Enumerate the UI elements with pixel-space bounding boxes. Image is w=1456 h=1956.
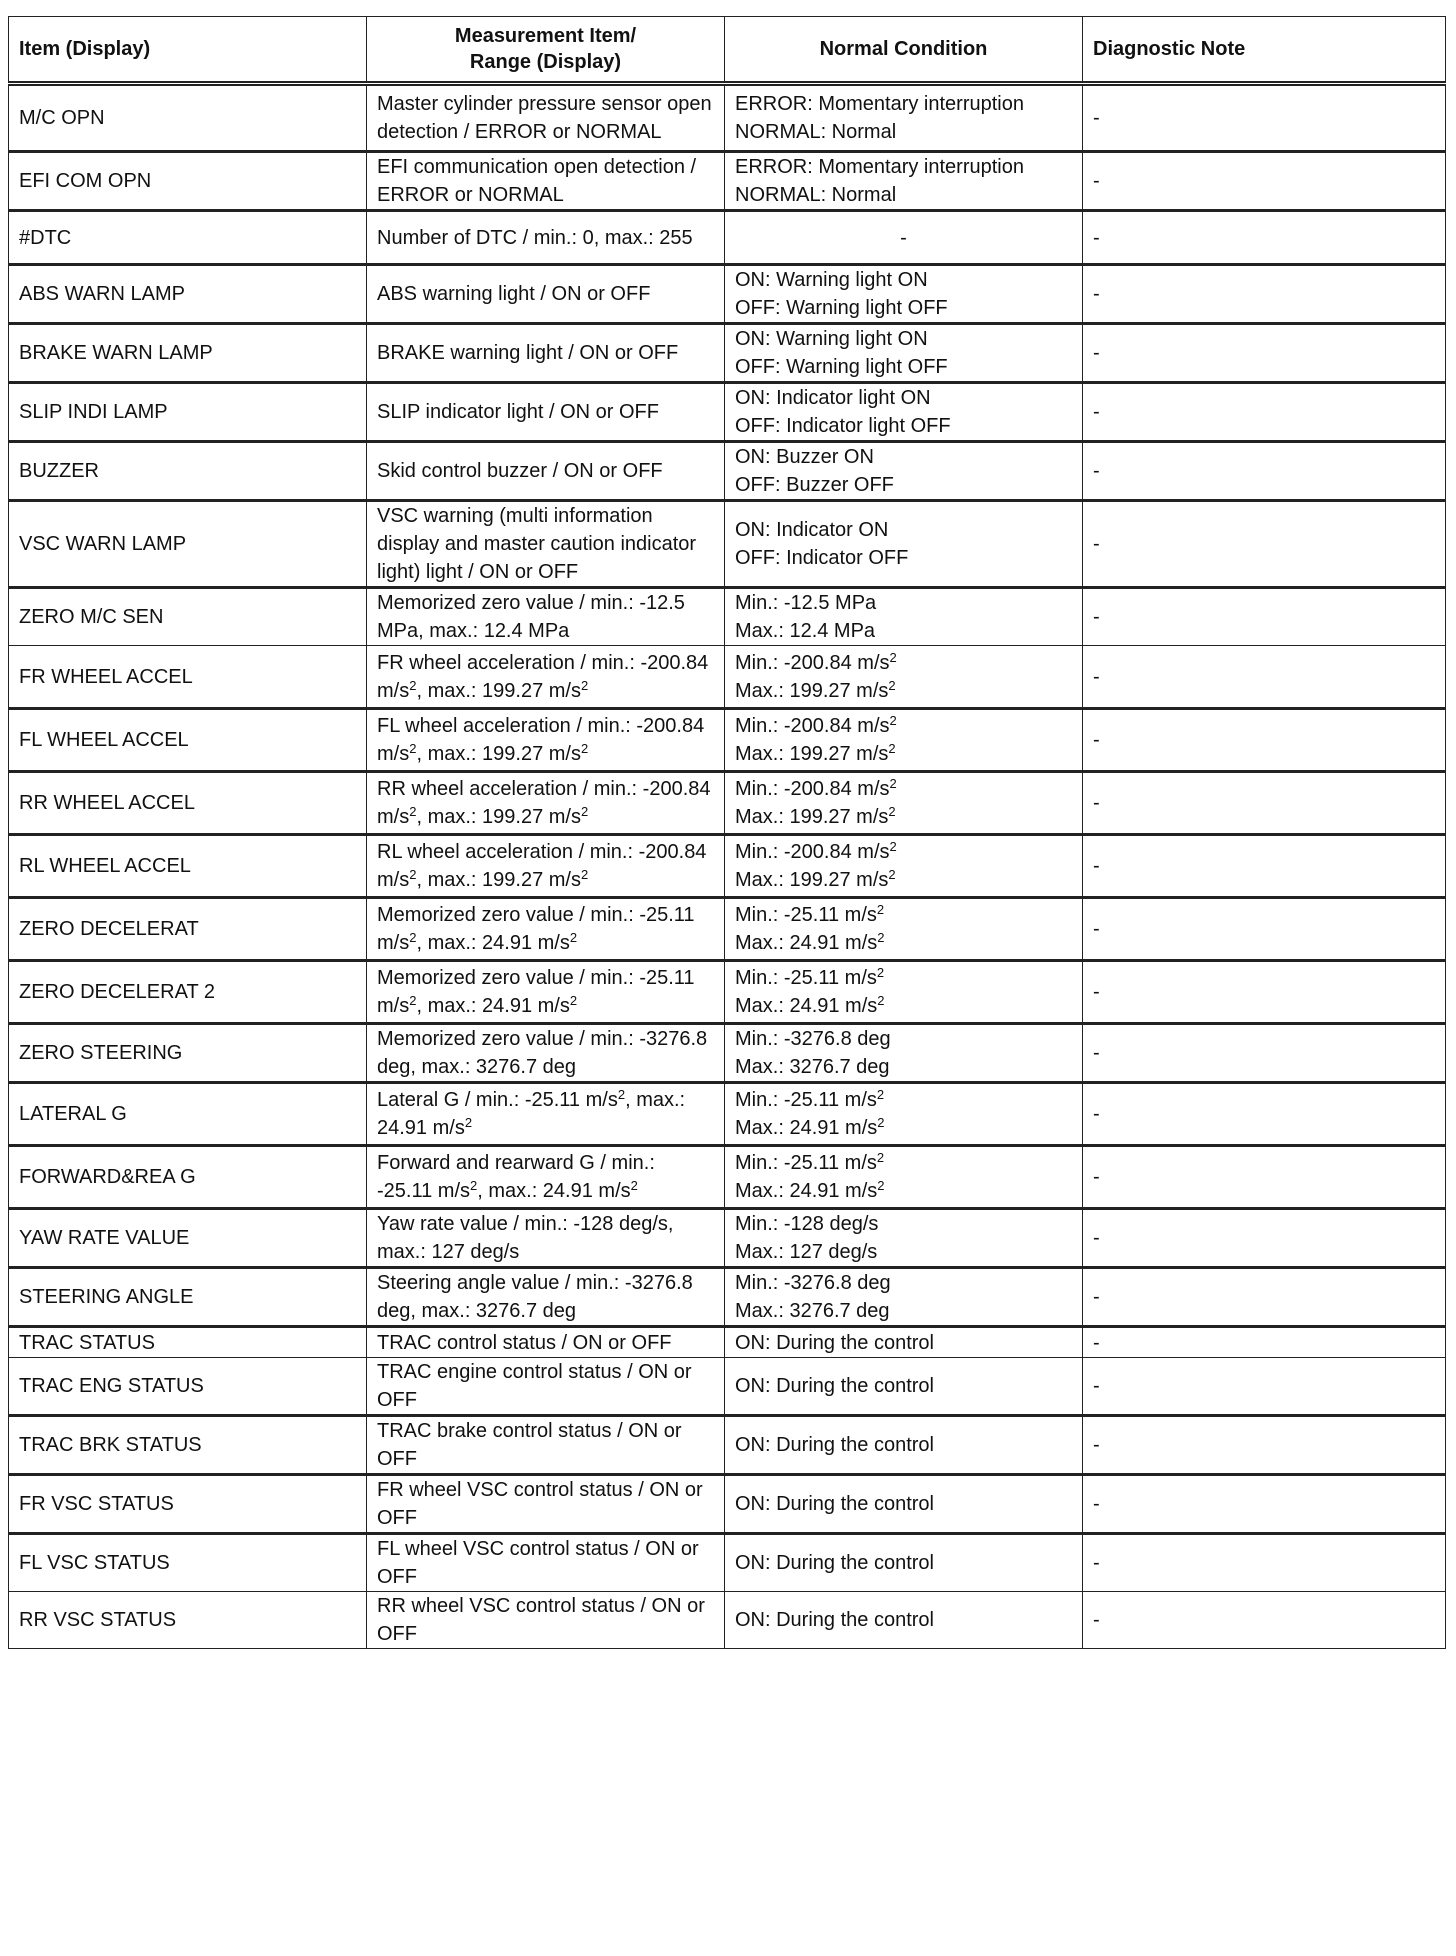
cell-normal-condition: ON: During the control <box>725 1358 1083 1416</box>
cell-item: LATERAL G <box>9 1083 367 1146</box>
table-row <box>9 1024 1446 1083</box>
header-normal-condition: Normal Condition <box>725 17 1083 84</box>
cell-diagnostic-note: - <box>1083 1024 1446 1083</box>
cell-diagnostic-note: - <box>1083 442 1446 501</box>
cell-diagnostic-note: - <box>1083 211 1446 265</box>
cell-diagnostic-note: - <box>1083 709 1446 772</box>
table-row <box>9 1475 1446 1534</box>
cell-normal-condition: ON: During the control <box>725 1592 1083 1649</box>
table-row <box>9 324 1446 383</box>
cell-normal-condition: ERROR: Momentary interruption NORMAL: Normal <box>725 84 1083 152</box>
cell-item: RR VSC STATUS <box>9 1592 367 1649</box>
cell-diagnostic-note: - <box>1083 1083 1446 1146</box>
cell-item: YAW RATE VALUE <box>9 1209 367 1268</box>
cell-measurement-range: BRAKE warning light / ON or OFF <box>367 324 725 383</box>
cell-measurement-range: VSC warning (multi information display and master caution indicator light) light / ON or OFF <box>367 501 725 588</box>
cell-diagnostic-note: - <box>1083 646 1446 709</box>
cell-diagnostic-note: - <box>1083 152 1446 211</box>
cell-item: #DTC <box>9 211 367 265</box>
cell-normal-condition: Min.: -200.84 $m/s^2$ Max.: 199.27 $m/s^2$ <box>725 835 1083 898</box>
table-row <box>9 1592 1446 1649</box>
header-item: Item (Display) <box>9 17 367 84</box>
cell-item: ZERO M/C SEN <box>9 588 367 646</box>
cell-diagnostic-note: - <box>1083 1146 1446 1209</box>
cell-normal-condition: ON: During the control <box>725 1475 1083 1534</box>
cell-item: FR WHEEL ACCEL <box>9 646 367 709</box>
table-row <box>9 152 1446 211</box>
cell-measurement-range: Memorized zero value / min.: -25.11 $m/s^2$, max.: 24.91 $m/s^2$ <box>367 898 725 961</box>
cell-diagnostic-note: - <box>1083 1534 1446 1592</box>
cell-measurement-range: Memorized zero value / min.: -3276.8 deg, max.: 3276.7 deg <box>367 1024 725 1083</box>
cell-measurement-range: Steering angle value / min.: -3276.8 deg, max.: 3276.7 deg <box>367 1268 725 1327</box>
table-row <box>9 1146 1446 1209</box>
cell-normal-condition: ON: During the control <box>725 1416 1083 1475</box>
table-row <box>9 898 1446 961</box>
table-row <box>9 84 1446 152</box>
cell-normal-condition: ON: During the control <box>725 1534 1083 1592</box>
cell-normal-condition: ON: Indicator light ON OFF: Indicator light OFF <box>725 383 1083 442</box>
cell-item: FL VSC STATUS <box>9 1534 367 1592</box>
cell-measurement-range: FR wheel VSC control status / ON or OFF <box>367 1475 725 1534</box>
cell-item: FORWARD&REA G <box>9 1146 367 1209</box>
cell-diagnostic-note: - <box>1083 1592 1446 1649</box>
cell-normal-condition: Min.: -200.84 $m/s^2$ Max.: 199.27 $m/s^2$ <box>725 772 1083 835</box>
table-row <box>9 709 1446 772</box>
cell-measurement-range: ABS warning light / ON or OFF <box>367 265 725 324</box>
table-row <box>9 1209 1446 1268</box>
table-row <box>9 1327 1446 1358</box>
table-row <box>9 1416 1446 1475</box>
cell-item: RR WHEEL ACCEL <box>9 772 367 835</box>
cell-diagnostic-note: - <box>1083 1327 1446 1358</box>
table-row <box>9 442 1446 501</box>
header-measurement: Measurement Item/ Range (Display) <box>367 17 725 84</box>
cell-normal-condition: ERROR: Momentary interruption NORMAL: Normal <box>725 152 1083 211</box>
cell-item: TRAC STATUS <box>9 1327 367 1358</box>
table-row <box>9 1534 1446 1592</box>
cell-diagnostic-note: - <box>1083 1268 1446 1327</box>
cell-diagnostic-note: - <box>1083 898 1446 961</box>
cell-normal-condition: - <box>725 211 1083 265</box>
cell-normal-condition: ON: During the control <box>725 1327 1083 1358</box>
cell-item: BUZZER <box>9 442 367 501</box>
cell-item: FR VSC STATUS <box>9 1475 367 1534</box>
table-row <box>9 501 1446 588</box>
cell-diagnostic-note: - <box>1083 84 1446 152</box>
table-row <box>9 211 1446 265</box>
table-row <box>9 1268 1446 1327</box>
cell-normal-condition: ON: Warning light ON OFF: Warning light OFF <box>725 265 1083 324</box>
cell-normal-condition: Min.: -200.84 $m/s^2$ Max.: 199.27 $m/s^2$ <box>725 646 1083 709</box>
cell-diagnostic-note: - <box>1083 501 1446 588</box>
cell-item: ZERO STEERING <box>9 1024 367 1083</box>
cell-diagnostic-note: - <box>1083 961 1446 1024</box>
cell-diagnostic-note: - <box>1083 1209 1446 1268</box>
data-list-table <box>8 16 1446 1649</box>
cell-diagnostic-note: - <box>1083 1358 1446 1416</box>
cell-item: TRAC BRK STATUS <box>9 1416 367 1475</box>
cell-item: ZERO DECELERAT <box>9 898 367 961</box>
cell-measurement-range: Yaw rate value / min.: -128 deg/s, max.: 127 deg/s <box>367 1209 725 1268</box>
cell-item: ABS WARN LAMP <box>9 265 367 324</box>
cell-normal-condition: Min.: -25.11 $m/s^2$ Max.: 24.91 $m/s^2$ <box>725 898 1083 961</box>
table-row <box>9 1358 1446 1416</box>
cell-normal-condition: ON: Warning light ON OFF: Warning light OFF <box>725 324 1083 383</box>
cell-diagnostic-note: - <box>1083 1416 1446 1475</box>
cell-measurement-range: EFI communication open detection / ERROR or NORMAL <box>367 152 725 211</box>
cell-item: M/C OPN <box>9 84 367 152</box>
cell-diagnostic-note: - <box>1083 383 1446 442</box>
cell-measurement-range: Number of DTC / min.: 0, max.: 255 <box>367 211 725 265</box>
cell-normal-condition: Min.: -128 deg/s Max.: 127 deg/s <box>725 1209 1083 1268</box>
cell-normal-condition: ON: Indicator ON OFF: Indicator OFF <box>725 501 1083 588</box>
cell-normal-condition: Min.: -12.5 MPa Max.: 12.4 MPa <box>725 588 1083 646</box>
cell-measurement-range: FL wheel acceleration / min.: -200.84 $m/s^2$, max.: 199.27 $m/s^2$ <box>367 709 725 772</box>
cell-measurement-range: Memorized zero value / min.: -12.5 MPa, max.: 12.4 MPa <box>367 588 725 646</box>
cell-normal-condition: Min.: -200.84 $m/s^2$ Max.: 199.27 $m/s^2$ <box>725 709 1083 772</box>
cell-measurement-range: Forward and rearward G / min.: -25.11 $m/s^2$, max.: 24.91 $m/s^2$ <box>367 1146 725 1209</box>
cell-normal-condition: Min.: -3276.8 deg Max.: 3276.7 deg <box>725 1268 1083 1327</box>
header-row <box>9 17 1446 84</box>
cell-item: VSC WARN LAMP <box>9 501 367 588</box>
cell-diagnostic-note: - <box>1083 588 1446 646</box>
table-row <box>9 1083 1446 1146</box>
cell-measurement-range: TRAC brake control status / ON or OFF <box>367 1416 725 1475</box>
table-row <box>9 646 1446 709</box>
cell-normal-condition: Min.: -25.11 $m/s^2$ Max.: 24.91 $m/s^2$ <box>725 1083 1083 1146</box>
cell-diagnostic-note: - <box>1083 265 1446 324</box>
cell-item: SLIP INDI LAMP <box>9 383 367 442</box>
cell-measurement-range: RR wheel acceleration / min.: -200.84 $m/s^2$, max.: 199.27 $m/s^2$ <box>367 772 725 835</box>
cell-measurement-range: TRAC engine control status / ON or OFF <box>367 1358 725 1416</box>
cell-diagnostic-note: - <box>1083 835 1446 898</box>
table-row <box>9 772 1446 835</box>
cell-measurement-range: Master cylinder pressure sensor open detection / ERROR or NORMAL <box>367 84 725 152</box>
table-row <box>9 383 1446 442</box>
cell-item: FL WHEEL ACCEL <box>9 709 367 772</box>
table-row <box>9 835 1446 898</box>
table-row <box>9 265 1446 324</box>
cell-item: BRAKE WARN LAMP <box>9 324 367 383</box>
cell-measurement-range: RR wheel VSC control status / ON or OFF <box>367 1592 725 1649</box>
cell-measurement-range: Lateral G / min.: -25.11 $m/s^2$, max.: 24.91 $m/s^2$ <box>367 1083 725 1146</box>
cell-measurement-range: SLIP indicator light / ON or OFF <box>367 383 725 442</box>
cell-item: ZERO DECELERAT 2 <box>9 961 367 1024</box>
cell-measurement-range: RL wheel acceleration / min.: -200.84 $m/s^2$, max.: 199.27 $m/s^2$ <box>367 835 725 898</box>
cell-diagnostic-note: - <box>1083 324 1446 383</box>
cell-measurement-range: FR wheel acceleration / min.: -200.84 $m/s^2$, max.: 199.27 $m/s^2$ <box>367 646 725 709</box>
cell-normal-condition: Min.: -3276.8 deg Max.: 3276.7 deg <box>725 1024 1083 1083</box>
cell-measurement-range: Memorized zero value / min.: -25.11 $m/s^2$, max.: 24.91 $m/s^2$ <box>367 961 725 1024</box>
cell-item: RL WHEEL ACCEL <box>9 835 367 898</box>
cell-measurement-range: Skid control buzzer / ON or OFF <box>367 442 725 501</box>
cell-normal-condition: ON: Buzzer ON OFF: Buzzer OFF <box>725 442 1083 501</box>
header-diagnostic-note: Diagnostic Note <box>1083 17 1446 84</box>
cell-diagnostic-note: - <box>1083 772 1446 835</box>
cell-item: TRAC ENG STATUS <box>9 1358 367 1416</box>
cell-measurement-range: TRAC control status / ON or OFF <box>367 1327 725 1358</box>
table-row <box>9 588 1446 646</box>
cell-item: EFI COM OPN <box>9 152 367 211</box>
cell-item: STEERING ANGLE <box>9 1268 367 1327</box>
cell-normal-condition: Min.: -25.11 $m/s^2$ Max.: 24.91 $m/s^2$ <box>725 1146 1083 1209</box>
table-row <box>9 961 1446 1024</box>
cell-measurement-range: FL wheel VSC control status / ON or OFF <box>367 1534 725 1592</box>
cell-normal-condition: Min.: -25.11 $m/s^2$ Max.: 24.91 $m/s^2$ <box>725 961 1083 1024</box>
cell-diagnostic-note: - <box>1083 1475 1446 1534</box>
